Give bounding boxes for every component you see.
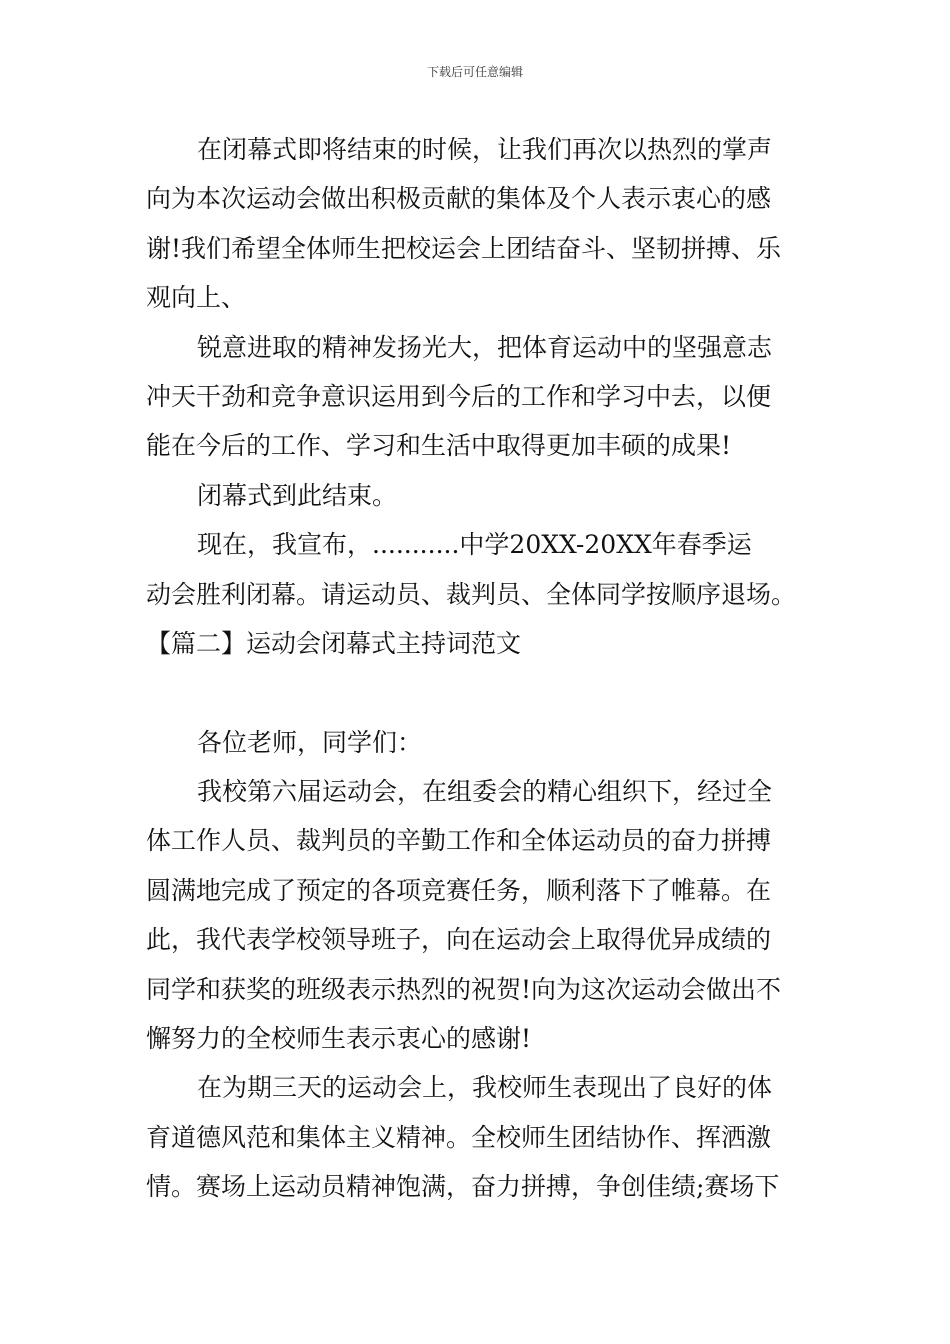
- paragraph-line: 圆满地完成了预定的各项竞赛任务，顺利落下了帷幕。在: [146, 875, 772, 905]
- paragraph-line: 同学和获奖的班级表示热烈的祝贺!向为这次运动会做出不: [146, 974, 782, 1004]
- paragraph-line: 在闭幕式即将结束的时候，让我们再次以热烈的掌声: [197, 135, 773, 164]
- paragraph-line: 育道德风范和集体主义精神。全校师生团结协作、挥洒激: [146, 1122, 772, 1152]
- paragraph-line: 体工作人员、裁判员的辛勤工作和全体运动员的奋力拼搏: [146, 826, 772, 856]
- paragraph-line: 情。赛场上运动员精神饱满，奋力拼搏，争创佳绩;赛场下: [146, 1172, 780, 1202]
- paragraph-line: 谢!我们希望全体师生把校运会上团结奋斗、坚韧拼搏、乐: [146, 233, 782, 263]
- paragraph-line: 能在今后的工作、学习和生活中取得更加丰硕的成果!: [146, 431, 732, 461]
- paragraph-line: 现在，我宣布，...........中学20XX-20XX年春季运: [197, 530, 752, 560]
- paragraph-line: 动会胜利闭幕。请运动员、裁判员、全体同学按顺序退场。: [146, 579, 797, 609]
- paragraph-line: 闭幕式到此结束。: [197, 480, 398, 510]
- paragraph-line: 在为期三天的运动会上，我校师生表现出了良好的体: [197, 1073, 773, 1103]
- paragraph-line: 冲天干劲和竞争意识运用到今后的工作和学习中去，以便: [146, 381, 772, 411]
- paragraph-line: 懈努力的全校师生表示衷心的感谢!: [146, 1024, 532, 1054]
- paragraph-line: 此，我代表学校领导班子，向在运动会上取得优异成绩的: [146, 925, 772, 955]
- paragraph-line: 向为本次运动会做出积极贡献的集体及个人表示衷心的感: [146, 184, 772, 214]
- document-body: [146, 125, 808, 1212]
- page-header-note: 下载后可任意编辑: [426, 65, 523, 79]
- blank-line: [146, 668, 808, 717]
- paragraph-line: 锐意进取的精神发扬光大，把体育运动中的坚强意志: [197, 332, 773, 362]
- greeting-line: 各位老师，同学们：: [197, 727, 423, 757]
- paragraph-line: 我校第六届运动会，在组委会的精心组织下，经过全: [197, 777, 773, 807]
- paragraph-line: 观向上、: [146, 283, 247, 313]
- section-heading: 【篇二】运动会闭幕式主持词范文: [146, 628, 522, 658]
